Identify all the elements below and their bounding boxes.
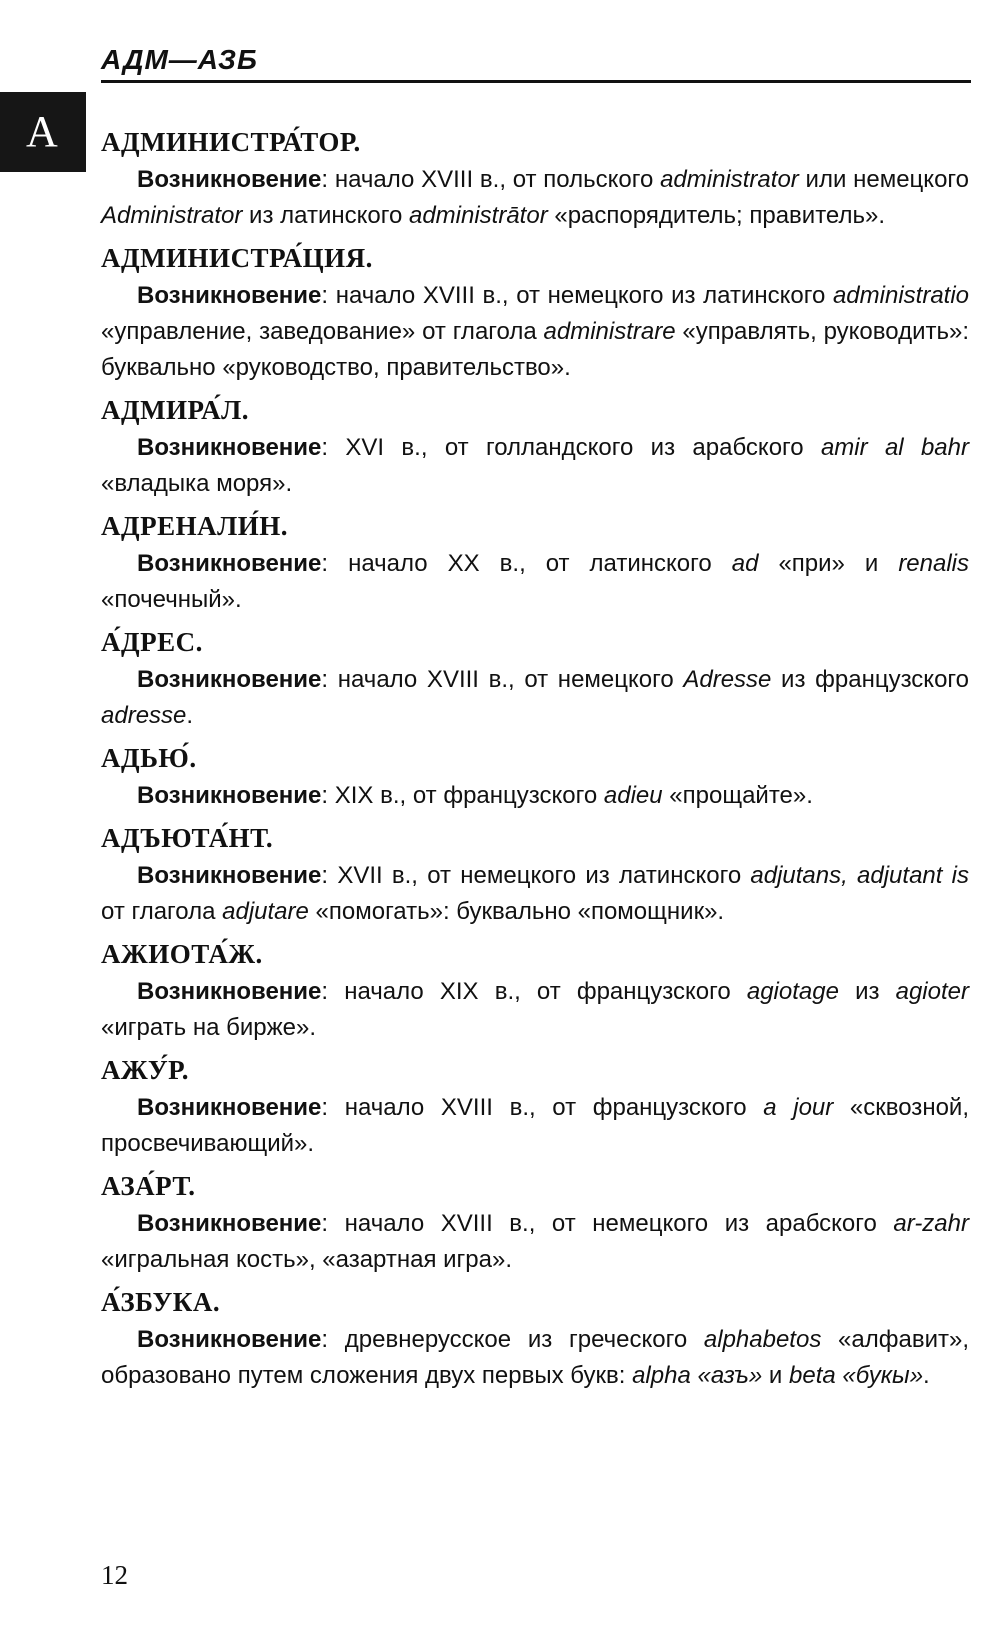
origin-label: Возникновение	[137, 1210, 322, 1237]
letter-thumb-tab: А	[0, 92, 86, 172]
etymon-word: alpha «азъ»	[632, 1362, 763, 1389]
etymology-text: из французского	[771, 666, 969, 693]
entry-etymology: Возникновение: начало XVIII в., от немецкого Adresse из французского adresse.	[101, 666, 969, 729]
origin-label: Возникновение	[137, 166, 322, 193]
etymon-word: agioter	[895, 978, 969, 1005]
running-header	[101, 44, 971, 83]
etymology-text: начало XVIII в., от немецкого	[337, 666, 684, 693]
entry-headword: АДЪЮТА́НТ.	[101, 823, 274, 853]
etymology-text: начало XX в., от латинского	[348, 550, 732, 577]
entry-etymology: Возникновение: начало XX в., от латинского ad «при» и renalis «почечный».	[101, 550, 970, 613]
etymon-word: adieu	[603, 782, 663, 809]
etymology-text: начало XVIII в., от французского	[344, 1094, 764, 1121]
entry-headword: АЖИОТА́Ж.	[101, 939, 263, 969]
origin-label: Возникновение	[137, 1094, 322, 1121]
entry-headword: АДЬЮ́.	[101, 743, 197, 773]
entry-etymology: Возникновение: XVI в., от голландского из арабского amir al bahr «владыка моря».	[101, 434, 969, 497]
etymon-word: alphabetos	[703, 1326, 822, 1353]
running-head-title: АДМ—АЗБ	[101, 44, 258, 75]
origin-label: Возникновение	[137, 862, 322, 889]
entry-headword: АДМИРА́Л.	[101, 395, 249, 425]
etymon-word: ar-zahr	[893, 1210, 969, 1237]
entry-etymology: Возникновение: начало XVIII в., от немецкого из латинского administratio «управление, заведование» от глагола administrare «управлять, руководить»: буквально «руководство, правительство».	[101, 282, 970, 381]
etymon-word: ad	[731, 550, 759, 577]
etymology-text: от глагола	[101, 898, 223, 925]
etymon-word: Adresse	[683, 666, 772, 693]
etymology-text: из латинского	[242, 202, 409, 229]
etymology-text: «владыка моря».	[101, 470, 293, 497]
entry-etymology: Возникновение: древнерусское из греческого alphabetos «алфавит», образовано путем сложения двух первых букв: alpha «азъ» и beta «букы».	[101, 1326, 970, 1389]
etymology-text: «игральная кость», «азартная игра».	[101, 1246, 512, 1273]
etymology-text: XVI в., от голландского из арабского	[345, 434, 821, 461]
etymology-text: «алфавит», образовано путем сложения двух первых букв:	[101, 1326, 970, 1389]
entry-headword: АДРЕНАЛИ́Н.	[101, 511, 288, 541]
etymology-text: «управлять, руководить»: буквально «руководство, правительство».	[101, 318, 969, 381]
etymon-word: administratio	[832, 282, 970, 309]
etymology-text: «сквозной, просвечивающий».	[101, 1094, 969, 1157]
etymology-text: начало XIX в., от французского	[344, 978, 747, 1005]
etymology-text: начало XVIII в., от немецкого из арабского	[344, 1210, 894, 1237]
dictionary-entry	[101, 1284, 969, 1394]
dictionary-entry	[101, 820, 969, 930]
entry-headword: АЖУ́Р.	[101, 1055, 189, 1085]
entry-headword: А́ДРЕС.	[101, 627, 203, 657]
etymology-text: XVII в., от немецкого из латинского	[337, 862, 751, 889]
entry-etymology: Возникновение: начало XVIII в., от немецкого из арабского ar-zahr «игральная кость», «азартная игра».	[101, 1210, 969, 1273]
etymology-text: «почечный».	[101, 586, 242, 613]
etymon-word: amir al bahr	[820, 434, 969, 461]
etymology-text: древнерусское из греческого	[344, 1326, 704, 1353]
dictionary-entry	[101, 508, 969, 618]
etymology-text: .	[923, 1362, 930, 1389]
dictionary-entry	[101, 936, 969, 1046]
dictionary-entry	[101, 624, 969, 734]
origin-label: Возникновение	[137, 550, 322, 577]
etymology-text: .	[186, 702, 194, 729]
etymology-text: начало XVIII в., от немецкого из латинского	[335, 282, 833, 309]
dictionary-entry	[101, 392, 969, 502]
etymology-text: начало XVIII в., от польского	[334, 166, 661, 193]
dictionary-entry	[101, 240, 969, 386]
etymology-text: или немецкого	[798, 166, 969, 193]
dictionary-entry	[101, 1052, 969, 1162]
etymon-word: administrare	[543, 318, 676, 345]
etymon-word: renalis	[898, 550, 970, 577]
etymology-text: «управление, заведование» от глагола	[101, 318, 544, 345]
entry-etymology: Возникновение: начало XIX в., от французского agiotage из agioter «играть на бирже».	[101, 978, 969, 1041]
etymology-text: из	[838, 978, 896, 1005]
etymon-word: agiotage	[746, 978, 839, 1005]
etymon-word: Administrator	[101, 202, 243, 229]
etymology-text: «при» и	[758, 550, 899, 577]
origin-label: Возникновение	[137, 978, 322, 1005]
dictionary-entry	[101, 124, 969, 234]
dictionary-entry	[101, 740, 969, 814]
etymology-text: «прощайте».	[662, 782, 813, 809]
entry-headword: АЗА́РТ.	[101, 1171, 196, 1201]
origin-label: Возникновение	[137, 782, 322, 809]
etymology-text: XIX в., от французского	[334, 782, 604, 809]
origin-label: Возникновение	[137, 282, 322, 309]
etymon-word: adjutare	[222, 898, 309, 925]
origin-label: Возникновение	[137, 1326, 322, 1353]
origin-label: Возникновение	[137, 666, 322, 693]
etymology-text: «распорядитель; правитель».	[547, 202, 885, 229]
etymology-text: «помогать»: буквально «помощник».	[308, 898, 725, 925]
entry-etymology: Возникновение: XIX в., от французского adieu «прощайте».	[137, 782, 813, 809]
etymon-word: beta «букы»	[789, 1362, 924, 1389]
etymology-text: «играть на бирже».	[101, 1014, 317, 1041]
origin-label: Возникновение	[137, 434, 322, 461]
etymon-word: adresse	[101, 702, 187, 729]
etymon-word: administrator	[660, 166, 799, 193]
etymology-text: и	[762, 1362, 789, 1389]
entry-headword: А́ЗБУКА.	[101, 1287, 221, 1317]
etymon-word: adjutans, adjutant is	[750, 862, 969, 889]
entry-etymology: Возникновение: XVII в., от немецкого из латинского adjutans, adjutant is от глагола adjutare «помогать»: буквально «помощник».	[101, 862, 969, 925]
entry-etymology: Возникновение: начало XVIII в., от французского a jour «сквозной, просвечивающий».	[101, 1094, 969, 1157]
dictionary-entries	[101, 124, 969, 1400]
entry-headword: АДМИНИСТРА́ЦИЯ.	[101, 243, 373, 273]
entry-etymology: Возникновение: начало XVIII в., от польского administrator или немецкого Administrator из латинского administrātor «распорядитель; правитель».	[101, 166, 969, 229]
etymon-word: administrātor	[408, 202, 548, 229]
etymon-word: a jour	[763, 1094, 834, 1121]
page-number: 12	[101, 1560, 128, 1590]
dictionary-entry	[101, 1168, 969, 1278]
entry-headword: АДМИНИСТРА́ТОР.	[101, 127, 361, 157]
